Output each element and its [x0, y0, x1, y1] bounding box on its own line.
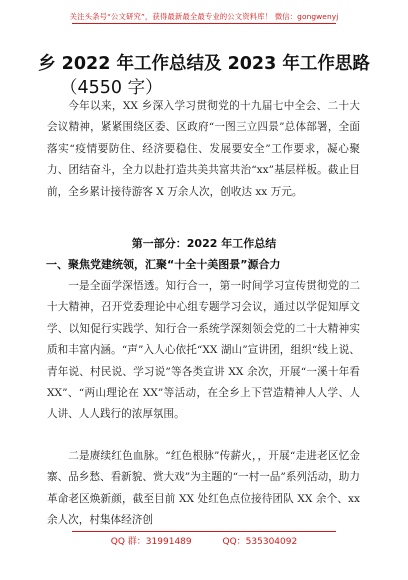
title-line-2: （4550 字）: [60, 78, 163, 98]
footer-divider: [72, 531, 336, 532]
title-line-1: 乡 2022 年工作总结及 2023 年工作思路: [38, 54, 370, 74]
paragraph-intro: 今年以来，XX 乡深入学习贯彻党的十九届七中全会、二十大会议精神，紧紧围绕区委、区政府“一图三立四景”总体部署，全面落实“疫情要防住、经济要稳住、发展要安全”工作要求，凝心聚力、团结奋斗，全力以赴打造共美共富共治“xx”基层样板。截止目前，全乡累计接待游客 X 万余人次，创收达 xx 万元。: [47, 100, 360, 198]
sub-heading: 一、聚焦党建统领，汇聚“十全十美图景”源合力: [46, 258, 281, 271]
footer-qq-group: QQ 群：31991489: [110, 537, 192, 547]
footer: [0, 534, 408, 547]
document-title: [30, 52, 378, 100]
header-banner: [0, 0, 408, 32]
header-banner-text: 关注头条号“公文研究”，获得最新最全最专业的公文资料库！ 微信：gongwenyj: [69, 12, 339, 21]
paragraph-red-heritage: 二是赓续红色血脉。“红色根脉”传薪火，，开展“走进老区忆金寨、品乡愁、看新貌、赏大戏”为主题的“一村一品”系列活动，助力革命老区焕新颜，截至目前 XX 处红色点位接待团队 XX 余个、xx 余人次，村集体经济创: [47, 450, 360, 527]
paragraph-study: 一是全面学深悟透。知行合一，第一时间学习宣传贯彻党的二十大精神，召开党委理论中心组专题学习会议，通过以学促知厚文学、以知促行实践学、知行合一系统学深刻领会党的二十大精神实质和丰富内涵。“声”入人心依托“XX 湖山”宣讲团，组织“线上说、青年说、村民说、学习说”等各类宣讲 XX 余次，开展“一溪十年看 XX”、“两山理论在 XX”等活动，在全乡上下营造精神人人学、人人讲、人人践行的浓厚氛围。: [47, 280, 360, 421]
header-divider: [72, 23, 336, 24]
footer-qq: QQ：535304092: [222, 537, 298, 547]
section-heading: 第一部分：2022 年工作总结: [131, 237, 277, 250]
